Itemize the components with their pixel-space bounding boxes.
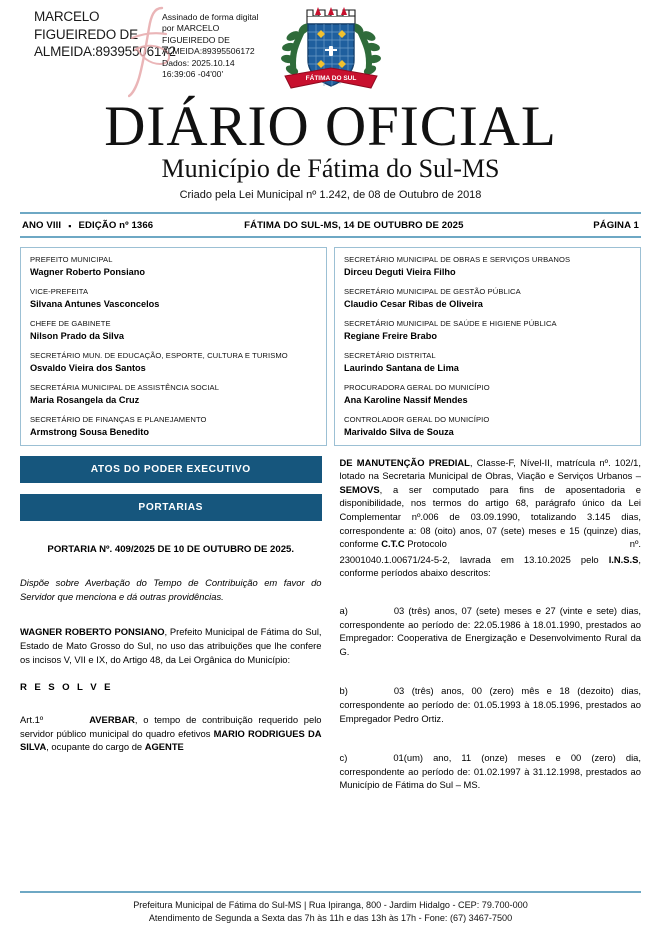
official-entry [30, 383, 317, 406]
continuation-role-bold: DE MANUTENÇÃO PREDIAL [339, 456, 470, 468]
officials-box-left [20, 247, 327, 446]
official-name: Silvana Antunes Vasconcelos [30, 298, 160, 309]
footer-divider [20, 891, 641, 893]
signature-detail-line: FIGUEIREDO DE [162, 34, 230, 45]
period-text: 01(um) ano, 11 (onze) meses e 00 (zero) dia, correspondente ao período de: 01.02.1997 à 31.12.1998, prestados ao Município de Fátima do Sul – MS. [339, 752, 641, 791]
portaria-ementa: Dispõe sobre Averbação do Tempo de Contribuição em favor do Servidor que menciona e dá outras providências. [20, 577, 322, 602]
official-entry [344, 255, 631, 278]
masthead-subtitle: Município de Fátima do Sul-MS [161, 154, 500, 183]
official-role: SECRETÁRIA MUNICIPAL DE ASSISTÊNCIA SOCIAL [30, 382, 220, 392]
edition-number: EDIÇÃO nº 1366 [78, 220, 154, 231]
portaria-article-1 [20, 713, 322, 754]
official-name: Nilson Prado da Silva [30, 330, 124, 341]
official-entry [30, 351, 317, 374]
footer-address: Prefeitura Municipal de Fátima do Sul-MS | Rua Ipiranga, 800 - Jardim Hidalgo - CEP: 79.700-000 [133, 900, 528, 910]
period-text: 03 (três) anos, 07 (sete) meses e 27 (vinte e sete) dias, correspondente ao período de: 22.05.1986 à 18.01.1990, prestados ao Empregador: Cooperativa de Energização e Desenvolvimento Rural da G. [339, 604, 641, 657]
official-name: Claudio Cesar Ribas de Oliveira [344, 298, 483, 309]
signature-detail-line: ALMEIDA:89395506172 [162, 46, 255, 57]
signature-detail-line: 16:39:06 -04'00' [162, 69, 224, 80]
official-role: VICE-PREFEITA [30, 286, 89, 296]
portaria-preamble [20, 625, 322, 666]
official-name: Armstrong Sousa Benedito [30, 426, 149, 437]
banner-atos-poder-executivo: ATOS DO PODER EXECUTIVO [20, 456, 322, 483]
period-marker: c) [339, 752, 348, 764]
official-role: CHEFE DE GABINETE [30, 318, 111, 328]
official-role: PROCURADORA GERAL DO MUNICÍPIO [344, 382, 490, 392]
edition-bar [20, 214, 641, 236]
official-entry [344, 287, 631, 310]
official-entry [30, 415, 317, 438]
official-role: PREFEITO MUNICIPAL [30, 254, 113, 264]
official-entry [344, 415, 631, 438]
official-name: Maria Rosangela da Cruz [30, 394, 140, 405]
edition-page-number: PÁGINA 1 [593, 220, 639, 231]
column-right [340, 456, 642, 808]
continuation-text-5: , conforme períodos abaixo descritos: [339, 553, 641, 579]
continuation-text-3: Protocolo [404, 538, 447, 550]
official-name: Dirceu Deguti Vieira Filho [344, 266, 456, 277]
edition-divider [20, 236, 641, 238]
edition-separator-icon: ▪ [68, 220, 72, 231]
resolve-heading: R E S O L V E [20, 682, 113, 694]
preamble-rest: , Prefeito Municipal de Fátima do Sul, Estado de Mato Grosso do Sul, no uso das atribuições que lhe confere os incisos V, VII e IX, do Artigo 48, da Lei Orgânica do Município: [20, 626, 322, 665]
article-text-2: , ocupante do cargo de [46, 741, 145, 753]
official-entry [344, 383, 631, 406]
masthead-created-by: Criado pela Lei Municipal nº 1.242, de 08 de Outubro de 2018 [179, 189, 482, 201]
footer-hours-phone: Atendimento de Segunda a Sexta das 7h às 11h e das 13h às 17h - Fone: (67) 3467-7500 [148, 913, 513, 923]
article-label: Art.1º [20, 714, 44, 726]
signature-detail-line: Assinado de forma digital [162, 12, 259, 22]
page-title: DIÁRIO OFICIAL [104, 95, 557, 158]
svg-text:FÁTIMA DO SUL: FÁTIMA DO SUL [305, 75, 356, 82]
period-marker: a) [339, 604, 348, 616]
signature-detail-line: Dados: 2025.10.14 [162, 57, 235, 68]
signature-details [162, 12, 290, 80]
continuation-text-1: , Classe-F, Nível-II, matrícula nº. 102/1, lotado na Secretaria Municipal de Obras, Viação e Serviços Urbanos – [339, 456, 641, 482]
edition-place-date: FÁTIMA DO SUL-MS, 14 DE OUTUBRO DE 2025 [244, 220, 464, 231]
digital-signature-stamp [20, 6, 282, 98]
signature-signer-name: MARCELO FIGUEIREDO DE ALMEIDA:89395506172 [34, 9, 176, 59]
official-entry [30, 319, 317, 342]
body-columns [20, 456, 641, 808]
official-role: SECRETÁRIO MUNICIPAL DE OBRAS E SERVIÇOS URBANOS [344, 254, 571, 264]
period-item-a [340, 604, 642, 658]
officials-box-right [334, 247, 641, 446]
continuation-protocol-no-label: nº. [629, 538, 641, 550]
official-role: CONTROLADOR GERAL DO MUNICÍPIO [344, 414, 490, 424]
period-item-b [340, 684, 642, 725]
portaria-protocol-number-paragraph [340, 553, 642, 580]
official-name: Ana Karoline Nassif Mendes [344, 394, 468, 405]
article-text-1: , o tempo de contribuição requerido pelo servidor público municipal do quadro efetivos [20, 714, 322, 739]
portaria-title: PORTARIA Nº. 409/2025 DE 10 DE OUTUBRO DE 2025. [47, 543, 295, 555]
official-entry [30, 255, 317, 278]
official-name: Marivaldo Silva de Souza [344, 426, 454, 437]
edition-year: ANO VIII [22, 220, 62, 231]
official-role: SECRETÁRIO MUNICIPAL DE SAÚDE E HIGIENE PÚBLICA [344, 318, 557, 328]
continuation-inss-bold: I.N.S.S [608, 553, 639, 565]
preamble-mayor-name: WAGNER ROBERTO PONSIANO [20, 626, 165, 638]
signature-detail-line: por MARCELO [162, 23, 220, 34]
period-marker: b) [339, 685, 348, 697]
official-entry [30, 287, 317, 310]
article-role: AGENTE [144, 741, 184, 753]
official-name: Laurindo Santana de Lima [344, 362, 459, 373]
official-entry [344, 351, 631, 374]
page-footer [20, 891, 641, 925]
official-name: Wagner Roberto Ponsiano [30, 266, 146, 277]
official-role: SECRETÁRIO MUNICIPAL DE GESTÃO PÚBLICA [344, 286, 521, 296]
period-item-c [340, 751, 642, 792]
official-role: SECRETÁRIO MUN. DE EDUCAÇÃO, ESPORTE, CULTURA E TURISMO [30, 350, 288, 360]
official-name: Regiane Freire Brabo [344, 330, 437, 341]
continuation-semovs-bold: SEMOVS [339, 483, 380, 495]
official-name: Osvaldo Vieira dos Santos [30, 362, 146, 373]
officials-section [20, 247, 641, 446]
municipal-coat-of-arms-icon [277, 2, 385, 98]
official-role: SECRETÁRIO DISTRITAL [344, 350, 436, 360]
official-entry [344, 319, 631, 342]
article-servant-name: MARIO RODRIGUES DA SILVA [20, 727, 322, 753]
column-left [20, 456, 322, 808]
banner-portarias: PORTARIAS [20, 494, 322, 521]
article-verb: AVERBAR [89, 714, 135, 726]
continuation-ctc-bold: C.T.C [381, 538, 405, 550]
continuation-text-2: , a ser computado para fins de aposentadoria e disponibilidade, nos termos do artigo 68, parágrafo único da Lei Complementar nº.006 de 03.09.1990, totalizando 3.145 dias, correspondente a: 08 (oito) anos, 07 (sete) meses e 15 (quinze) dias, conforme [339, 483, 641, 550]
portaria-article-1-continuation [340, 456, 642, 551]
period-text: 03 (três) anos, 00 (zero) mês e 18 (dezoito) dias, correspondente ao período de: 01.05.1993 à 18.05.1996, prestados ao Empregador Pedro Ortiz. [339, 685, 641, 724]
continuation-text-4: 23001040.1.00671/24-5-2, lavrada em 13.10.2025 pelo [339, 553, 609, 565]
official-role: SECRETÁRIO DE FINANÇAS E PLANEJAMENTO [30, 414, 207, 424]
